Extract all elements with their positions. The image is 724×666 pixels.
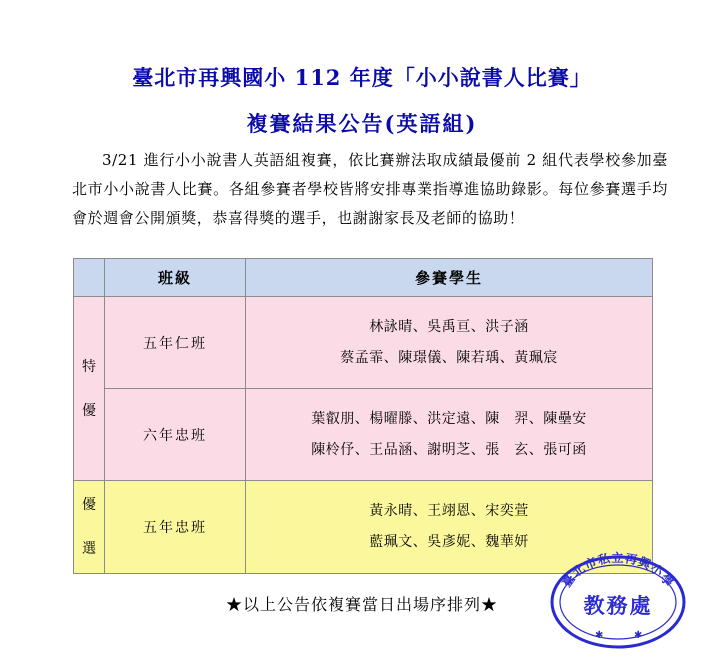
rank-excellent <box>74 481 105 574</box>
results-table <box>73 258 653 574</box>
students-line: 黃永晴、王翊恩、宋奕萱 <box>369 503 529 519</box>
office-seal <box>548 550 688 650</box>
title-line-1: 臺北市再興國小 112 年度「小小說書人比賽」 <box>132 65 592 90</box>
table-row <box>74 389 653 481</box>
svg-text:✱: ✱ <box>634 630 643 641</box>
students-line: 林詠晴、吳禹亘、洪子涵 <box>369 318 529 335</box>
class-cell: 五年忠班 <box>105 481 246 574</box>
rank-header <box>74 259 105 297</box>
svg-text:臺北市私立再興小學 <box>559 550 678 590</box>
table-header-row <box>74 259 653 297</box>
title-line-2: 複賽結果公告(英語組) <box>246 111 478 136</box>
seal-center-text: 教務處 <box>583 593 653 618</box>
students-line: 葉叡朋、楊曜滕、洪定遠、陳 羿、陳壘安 <box>311 410 587 427</box>
intro-paragraph: 3/21 進行小小說書人英語組複賽，依比賽辦法取成績最優前 2 組代表學校參加臺北市小小說書人比賽。各組參賽者學校皆將安排專業指導進協助錄影。每位參賽選手均會於週會公開頒獎，恭喜得獎的選手，也謝謝家長及老師的協助！ <box>72 151 668 227</box>
class-cell: 六年忠班 <box>105 389 246 481</box>
students-header: 參賽學生 <box>246 259 653 297</box>
students-line: 藍珮文、吳彥妮、魏華妍 <box>369 534 529 550</box>
students-line: 蔡孟霏、陳璟儀、陳若瑀、黃珮宸 <box>340 349 558 366</box>
rank-char: 優 <box>82 497 96 513</box>
students-cell <box>246 389 653 481</box>
seal-outer-text: 臺北市私立再興小學 <box>559 551 677 591</box>
class-cell: 五年仁班 <box>105 297 246 389</box>
students-cell <box>246 297 653 389</box>
rank-special <box>74 297 105 481</box>
svg-text:✱: ✱ <box>595 630 604 641</box>
students-line: 陳柃伃、王品涵、謝明芝、張 玄、張可函 <box>311 441 587 458</box>
footer-note: ★以上公告依複賽當日出場序排列★ <box>225 595 498 614</box>
table-row <box>74 297 653 389</box>
rank-char: 特 <box>82 358 96 375</box>
class-header: 班級 <box>105 259 246 297</box>
rank-char: 優 <box>82 402 96 419</box>
rank-char: 選 <box>82 541 96 557</box>
